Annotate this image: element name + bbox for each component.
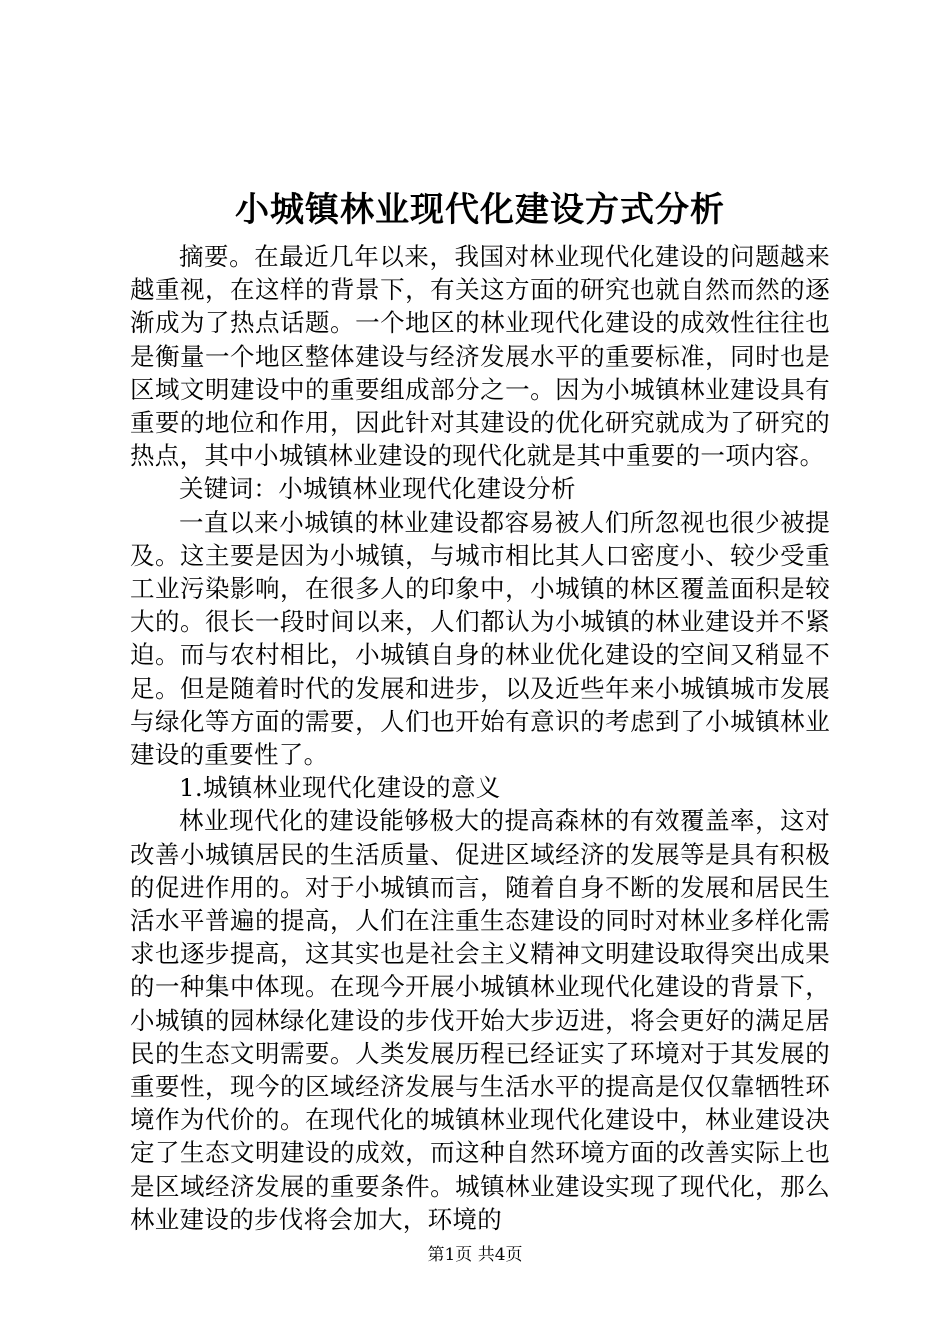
body-paragraph: 林业现代化的建设能够极大的提高森林的有效覆盖率，这对改善小城镇居民的生活质量、促进区域经济的发展等是具有积极的促进作用的。对于小城镇而言，随着自身不断的发展和居民生活水平普遍的提高，人们在注重生态建设的同时对林业多样化需求也逐步提高，这其实也是社会主义精神文明建设取得突出成果的一种集中体现。在现今开展小城镇林业现代化建设的背景下，小城镇的园林绿化建设的步伐开始大步迈进，将会更好的满足居民的生态文明需要。人类发展历程已经证实了环境对于其发展的重要性，现今的区域经济发展与生活水平的提高是仅仅靠牺牲环境作为代价的。在现代化的城镇林业现代化建设中，林业建设决定了生态文明建设的成效，而这种自然环境方面的改善实际上也是区域经济发展的重要条件。城镇林业建设实现了现代化，那么林业建设的步伐将会加大，环境的 — [130, 806, 830, 1234]
document-title: 小城镇林业现代化建设方式分析 — [235, 190, 725, 230]
keywords-paragraph: 关键词：小城镇林业现代化建设分析 — [179, 474, 576, 504]
page-footer: 第1页 共4页 — [427, 1245, 523, 1265]
document-page — [130, 186, 830, 1236]
abstract-paragraph: 摘要。在最近几年以来，我国对林业现代化建设的问题越来越重视，在这样的背景下，有关这方面的研究也就自然而然的逐渐成为了热点话题。一个地区的林业现代化建设的成效性往往也是衡量一个地区整体建设与经济发展水平的重要标准，同时也是区域文明建设中的重要组成部分之一。因为小城镇林业建设具有重要的地位和作用，因此针对其建设的优化研究就成为了研究的热点，其中小城镇林业建设的现代化就是其中重要的一项内容。 — [130, 242, 830, 471]
intro-paragraph: 一直以来小城镇的林业建设都容易被人们所忽视也很少被提及。这主要是因为小城镇，与城市相比其人口密度小、较少受重工业污染影响，在很多人的印象中，小城镇的林区覆盖面积是较大的。很长一段时间以来，人们都认为小城镇的林业建设并不紧迫。而与农村相比，小城镇自身的林业优化建设的空间又稍显不足。但是随着时代的发展和进步，以及近些年来小城镇城市发展与绿化等方面的需要，人们也开始有意识的考虑到了小城镇林业建设的重要性了。 — [130, 507, 830, 770]
section-heading: 1.城镇林业现代化建设的意义 — [179, 773, 501, 803]
